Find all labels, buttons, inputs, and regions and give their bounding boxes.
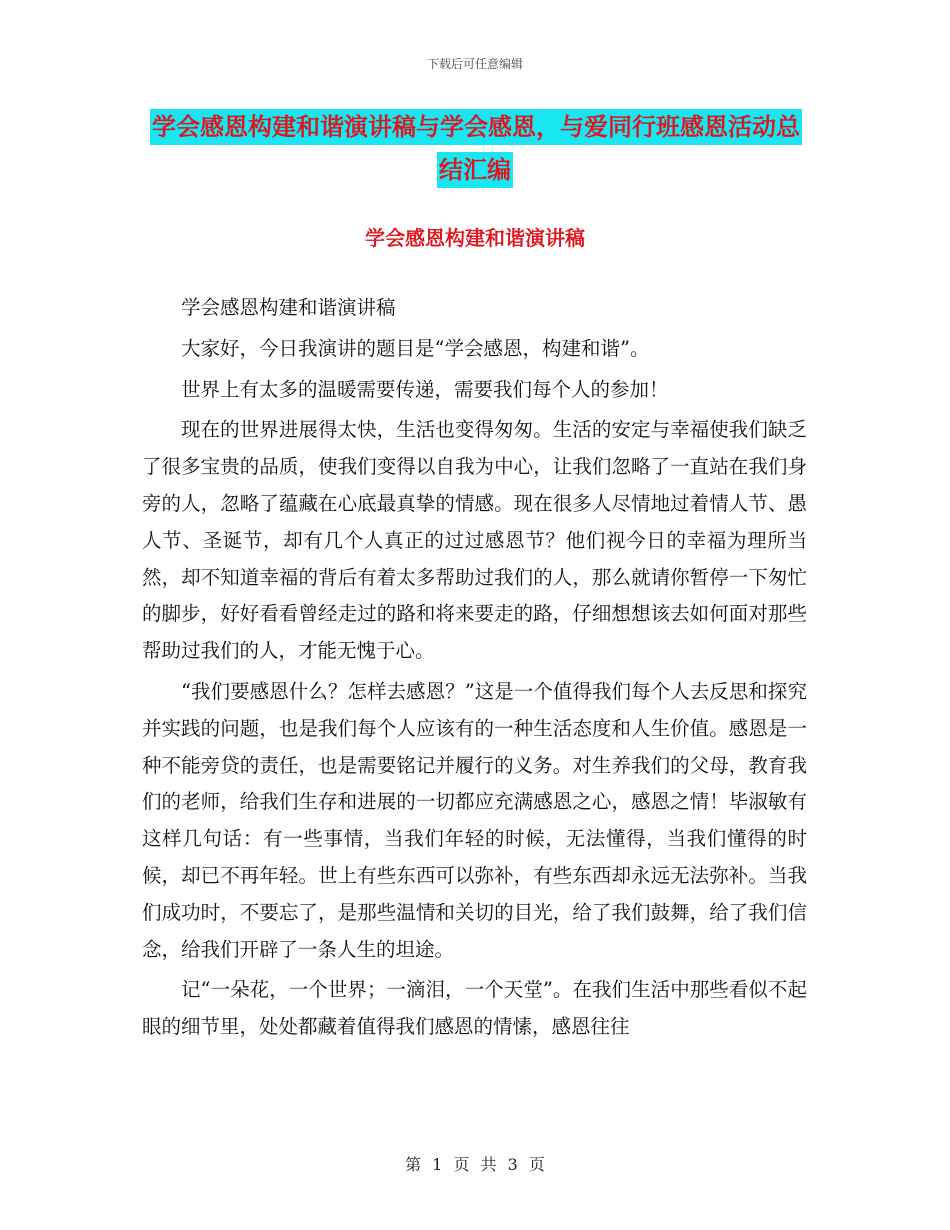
paragraph: “我们要感恩什么？怎样去感恩？”这是一个值得我们每个人去反思和探究并实践的问题，也是我们每个人应该有的一种生活态度和人生价值。感恩是一种不能旁贷的责任，也是需要铭记并履行的义务。对生养我们的父母，教育我们的老师，给我们生存和进展的一切都应充满感恩之心，感恩之情！毕淑敏有这样几句话：有一些事情，当我们年轻的时候，无法懂得，当我们懂得的时候，却已不再年轻。世上有些东西可以弥补，有些东西却永远无法弥补。当我们成功时，不要忘了，是那些温情和关切的目光，给了我们鼓舞，给了我们信念，给我们开辟了一条人生的坦途。 (142, 679, 807, 961)
document-title-text: 学会感恩构建和谐演讲稿与学会感恩，与爱同行班感恩活动总结汇编 (150, 109, 802, 188)
document-title (150, 106, 800, 192)
paragraph: 学会感恩构建和谐演讲稿 (181, 296, 396, 319)
paragraph: 大家好，今日我演讲的题目是“学会感恩，构建和谐”。 (181, 336, 650, 360)
document-body (142, 290, 807, 1050)
section-title: 学会感恩构建和谐演讲稿 (365, 226, 585, 250)
page-footer: 第 1 页 共 3 页 (405, 1155, 545, 1174)
paragraph: 现在的世界进展得太快，生活也变得匆匆。生活的安定与幸福使我们缺乏了很多宝贵的品质，使我们变得以自我为中心，让我们忽略了一直站在我们身旁的人，忽略了蕴藏在心底最真挚的情感。现在很多人尽情地过着情人节、愚人节、圣诞节，却有几个人真正的过过感恩节？他们视今日的幸福为理所当然，却不知道幸福的背后有着太多帮助过我们的人，那么就请你暂停一下匆忙的脚步，好好看看曾经走过的路和将来要走的路，仔细想想该去如何面对那些帮助过我们的人，才能无愧于心。 (142, 418, 807, 663)
paragraph: 世界上有太多的温暖需要传递，需要我们每个人的参加！ (181, 377, 669, 401)
paragraph: 记“一朵花，一个世界；一滴泪，一个天堂”。在我们生活中那些看似不起眼的细节里，处处都藏着值得我们感恩的情愫，感恩往往 (142, 978, 807, 1039)
header-note: 下载后可任意编辑 (426, 57, 523, 71)
